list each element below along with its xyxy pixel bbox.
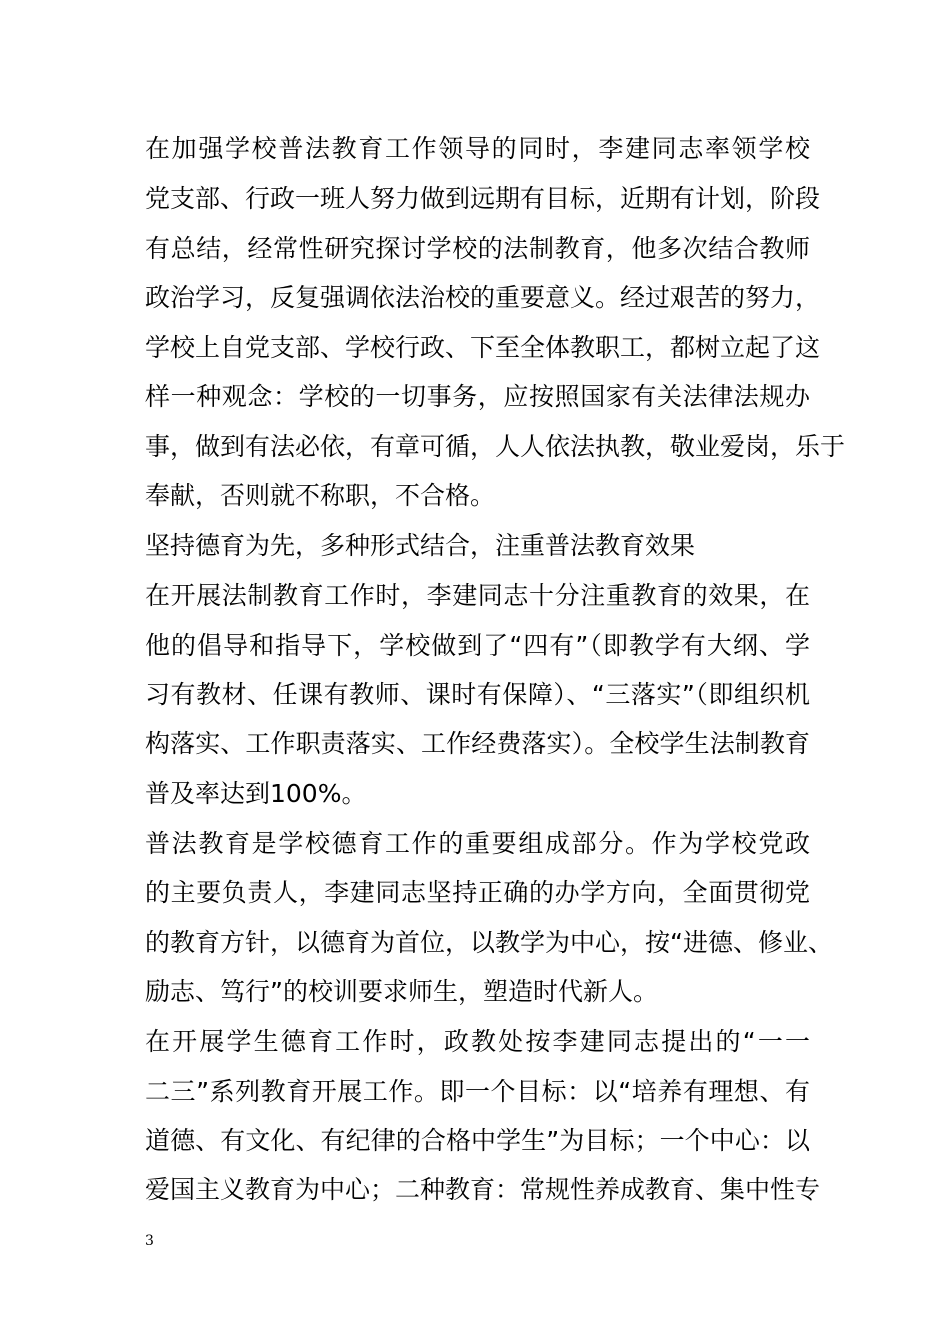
page-number: 3: [145, 1233, 154, 1249]
text-line: 道德、有文化、有纪律的合格中学生”为目标；一个中心：以: [145, 1126, 810, 1155]
text-line: 普法教育是学校德育工作的重要组成部分。作为学校党政: [145, 829, 810, 858]
text-line: 党支部、行政一班人努力做到远期有目标，近期有计划，阶段: [145, 184, 821, 213]
text-line: 在开展学生德育工作时，政教处按李建同志提出的“一一: [145, 1027, 810, 1056]
text-line: 有总结，经常性研究探讨学校的法制教育，他多次结合教师: [145, 234, 810, 263]
text-line: 他的倡导和指导下，学校做到了“四有”（即教学有大纲、学: [145, 631, 810, 660]
text-line: 习有教材、任课有教师、课时有保障）、“三落实”（即组织机: [145, 680, 810, 709]
text-line: 二三”系列教育开展工作。即一个目标：以“培养有理想、有: [145, 1077, 810, 1106]
text-line: 构落实、工作职责落实、工作经费落实）。全校学生法制教育: [145, 729, 810, 758]
text-line: 政治学习，反复强调依法治校的重要意义。经过艰苦的努力，: [145, 283, 821, 312]
text-line: 的主要负责人，李建同志坚持正确的办学方向，全面贯彻党: [145, 878, 810, 907]
section-heading: 坚持德育为先，多种形式结合，注重普法教育效果: [145, 531, 696, 560]
text-line: 的教育方针，以德育为首位，以教学为中心，按“进德、修业、: [145, 928, 833, 957]
text-line: 爱国主义教育为中心；二种教育：常规性养成教育、集中性专: [145, 1175, 821, 1204]
text-line: 奉献，否则就不称职，不合格。: [145, 481, 496, 510]
text-line: 励志、笃行”的校训要求师生，塑造时代新人。: [145, 977, 658, 1006]
text-line: 样一种观念：学校的一切事务，应按照国家有关法律法规办: [145, 382, 810, 411]
text-line: 事，做到有法必依，有章可循，人人依法执教，敬业爱岗，乐于: [145, 432, 846, 461]
text-line: 在加强学校普法教育工作领导的同时，李建同志率领学校: [145, 134, 810, 163]
text-line: 学校上自党支部、学校行政、下至全体教职工，都树立起了这: [145, 333, 821, 362]
text-line: 普及率达到100%。: [145, 779, 367, 808]
text-line: 在开展法制教育工作时，李建同志十分注重教育的效果，在: [145, 581, 810, 610]
